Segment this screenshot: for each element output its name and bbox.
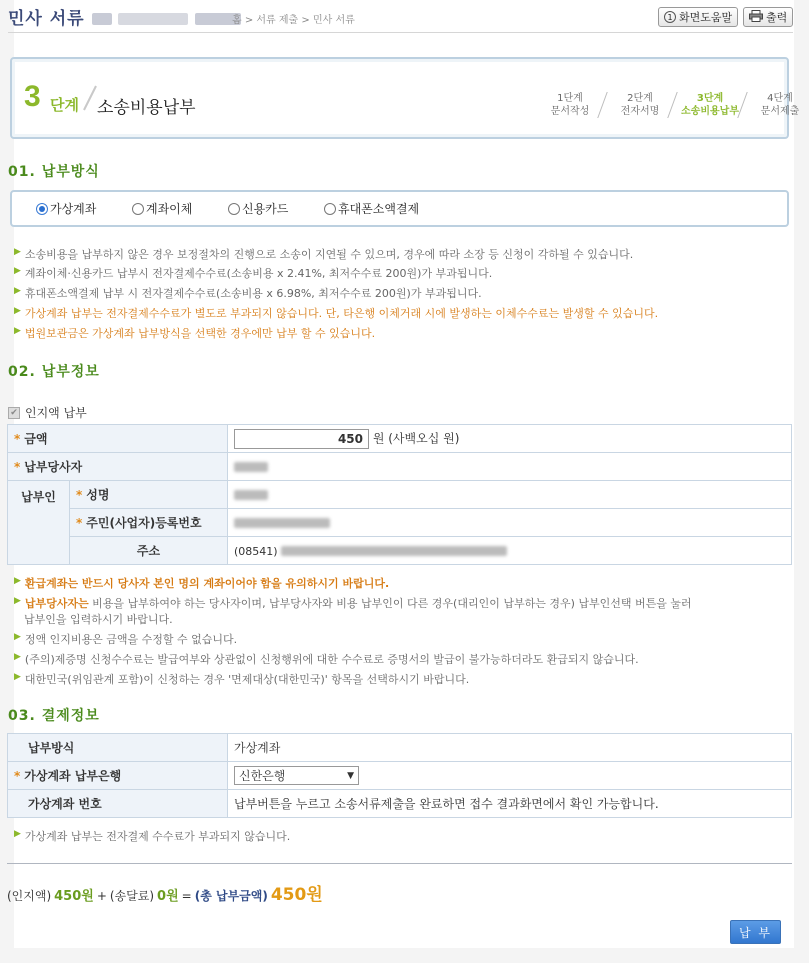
step-item-number: 1단계 <box>557 93 583 104</box>
section-number: 02. <box>8 364 36 380</box>
note-item <box>14 575 389 591</box>
id-label-cell <box>70 509 228 537</box>
arrow-icon: ▶ <box>14 266 21 276</box>
arrow-icon: ▶ <box>14 829 21 839</box>
name-value-cell <box>228 481 792 509</box>
note-text: 대한민국(위임관계 포함)이 신청하는 경우 '면제대상(대한민국)' 항목을 선택하시기 바랍니다. <box>24 673 470 686</box>
step-item-label: 소송비용납부 <box>681 106 739 117</box>
table-row <box>8 453 792 481</box>
table-row <box>8 425 792 453</box>
arrow-icon: ▶ <box>14 247 21 257</box>
id-value-cell <box>228 509 792 537</box>
address-zip: (08541) <box>234 544 278 558</box>
account-value-cell <box>228 790 792 818</box>
radio-label: 가상계좌 <box>50 202 97 216</box>
note-text: 가상계좌 납부는 전자결제 수수료가 부과되지 않습니다. <box>24 830 291 843</box>
note-item <box>14 671 469 687</box>
summary-divider <box>7 863 792 864</box>
table-row <box>8 537 792 565</box>
method-label: 납부방식 <box>28 741 75 755</box>
redacted-text <box>234 462 268 472</box>
section-payment-method-title <box>8 161 100 181</box>
bank-select-value: 신한은행 <box>239 769 286 783</box>
note-item <box>14 631 237 647</box>
payment-method-radio-group <box>10 190 789 227</box>
party-value-cell <box>228 453 792 481</box>
bank-label: 가상계좌 납부은행 <box>24 769 122 783</box>
section-number: 01. <box>8 164 36 180</box>
section-payment-info-title <box>8 361 100 381</box>
frame-right <box>794 0 809 963</box>
printer-icon <box>749 10 763 25</box>
redacted-text <box>234 518 330 528</box>
breadcrumb: 홈 > 서류 제출 > 민사 서류 <box>232 15 355 26</box>
help-button[interactable] <box>658 7 738 27</box>
stamp-fee-value: 450원 <box>54 889 94 904</box>
radio-mobile-payment[interactable] <box>324 200 419 217</box>
chevron-down-icon: ▼ <box>347 770 354 781</box>
table-row <box>8 790 792 818</box>
step-item-label: 문서제출 <box>760 106 800 117</box>
name-label: 성명 <box>86 488 110 502</box>
radio-unchecked-icon[interactable] <box>228 203 240 215</box>
payment-detail-table <box>7 733 792 818</box>
redacted-text <box>234 490 268 500</box>
note-text: 소송비용을 납부하지 않은 경우 보정절차의 진행으로 소송이 지연될 수 있으며, 경우에 따라 소장 등 신청이 각하될 수 있습니다. <box>24 248 634 261</box>
table-row <box>8 509 792 537</box>
equals-sign: = <box>181 889 192 903</box>
pay-button[interactable]: 납 부 <box>730 920 781 944</box>
radio-label: 휴대폰소액결제 <box>338 202 420 216</box>
table-row <box>8 734 792 762</box>
plus-sign: + <box>96 889 107 903</box>
section-title-text: 납부방식 <box>41 164 100 180</box>
note-text: 휴대폰소액결제 납부 시 전자결제수수료(소송비용 x 6.98%, 최저수수료 200원)가 부과됩니다. <box>24 287 482 300</box>
table-row <box>8 762 792 790</box>
note-text: (주의)제증명 신청수수료는 발급여부와 상관없이 신청행위에 대한 수수료로 증명서의 발급이 불가능하더라도 환급되지 않습니다. <box>24 653 639 666</box>
account-value: 납부버튼을 누르고 소송서류제출을 완료하면 접수 결과화면에서 확인 가능합니다. <box>234 797 659 811</box>
note-item-continued <box>24 611 173 627</box>
method-label-cell <box>8 734 228 762</box>
amount-label: 금액 <box>24 432 48 446</box>
note-text: 환급계좌는 반드시 당사자 본인 명의 계좌이어야 함을 유의하시기 바랍니다. <box>24 577 390 590</box>
note-text: 정액 인지비용은 금액을 수정할 수 없습니다. <box>24 633 238 646</box>
amount-input[interactable]: 450 <box>234 429 369 449</box>
step-item-number: 3단계 <box>696 93 724 104</box>
radio-unchecked-icon[interactable] <box>132 203 144 215</box>
step-unit: 단계 <box>50 96 79 114</box>
note-text: 가상계좌 납부는 전자결제수수료가 별도로 부과되지 않습니다. 단, 타은행 이체거래 시에 발생하는 이체수수료는 발생할 수 있습니다. <box>24 307 659 320</box>
header-divider <box>8 32 793 33</box>
step-name: 소송비용납부 <box>97 98 196 118</box>
required-icon: * <box>76 516 83 530</box>
delivery-fee-value: 0원 <box>157 889 179 904</box>
step-item-2 <box>610 92 670 118</box>
amount-unit: 원 (사백오십 원) <box>372 431 460 445</box>
total-amount-value: 450원 <box>270 885 323 905</box>
radio-label: 신용카드 <box>242 202 289 216</box>
payer-label-cell <box>8 481 70 565</box>
step-item-label: 문서작성 <box>550 106 590 117</box>
note-item <box>14 325 375 341</box>
required-icon: * <box>14 460 21 474</box>
slash-icon <box>82 84 98 112</box>
note-item <box>14 828 290 844</box>
step-item-3 <box>680 92 740 118</box>
name-label-cell <box>70 481 228 509</box>
step-progress <box>540 92 809 118</box>
bank-select[interactable] <box>234 766 359 785</box>
note-item <box>14 265 492 281</box>
arrow-icon: ▶ <box>14 672 21 682</box>
method-value-cell <box>228 734 792 762</box>
radio-unchecked-icon[interactable] <box>324 203 336 215</box>
id-label: 주민(사업자)등록번호 <box>86 516 202 530</box>
redacted-block <box>92 13 112 25</box>
total-summary <box>7 880 323 905</box>
section-payment-detail-title <box>8 705 100 725</box>
step-item-label: 전자서명 <box>620 106 660 117</box>
arrow-icon: ▶ <box>14 286 21 296</box>
radio-label: 계좌이체 <box>146 202 193 216</box>
address-label-cell <box>70 537 228 565</box>
required-icon: * <box>76 488 83 502</box>
arrow-icon: ▶ <box>14 326 21 336</box>
arrow-icon: ▶ <box>14 652 21 662</box>
radio-account-transfer[interactable] <box>132 200 228 217</box>
required-icon: * <box>14 769 21 783</box>
print-button-label: 출력 <box>766 11 788 24</box>
note-item <box>14 595 692 611</box>
total-amount-label: (총 납부금액) <box>194 889 268 903</box>
address-label: 주소 <box>136 544 161 558</box>
checkbox-label: 인지액 납부 <box>25 406 87 420</box>
page-title <box>8 4 241 29</box>
party-label-cell <box>8 453 228 481</box>
required-icon: * <box>14 432 21 446</box>
redacted-text <box>281 546 507 556</box>
method-value: 가상계좌 <box>234 741 281 755</box>
note-text: 납부인을 입력하시기 바랍니다. <box>24 613 173 626</box>
stamp-fee-label: (인지액) <box>7 889 52 903</box>
help-button-label: 화면도움말 <box>679 11 733 24</box>
table-row <box>8 481 792 509</box>
step-number: 3 <box>24 80 41 113</box>
payment-info-table <box>7 424 792 565</box>
arrow-icon: ▶ <box>14 306 21 316</box>
arrow-icon: ▶ <box>14 632 21 642</box>
step-item-1 <box>540 92 600 118</box>
arrow-icon: ▶ <box>14 576 21 586</box>
amount-label-cell <box>8 425 228 453</box>
stamp-fee-checkbox[interactable] <box>8 404 87 421</box>
radio-virtual-account[interactable] <box>36 200 132 217</box>
page-title-text: 민사 서류 <box>8 9 85 29</box>
note-text: 법원보관금은 가상계좌 납부방식을 선택한 경우에만 납부 할 수 있습니다. <box>24 327 376 340</box>
note-item <box>14 285 482 301</box>
note-text: 계좌이체·신용카드 납부시 전자결제수수료(소송비용 x 2.41%, 최저수수료 200원)가 부과됩니다. <box>24 267 493 280</box>
payer-label: 납부인 <box>21 490 56 504</box>
radio-checked-icon[interactable] <box>36 203 48 215</box>
address-value-cell <box>228 537 792 565</box>
note-item <box>14 651 639 667</box>
section-number: 03. <box>8 708 36 724</box>
radio-credit-card[interactable] <box>228 200 324 217</box>
step-item-number: 2단계 <box>627 93 653 104</box>
arrow-icon: ▶ <box>14 596 21 606</box>
amount-value-cell <box>228 425 792 453</box>
redacted-block <box>118 13 188 25</box>
print-button[interactable] <box>743 7 793 27</box>
section-title-text: 결제정보 <box>41 708 100 724</box>
note-text: 납부당사자는 비용을 납부하여야 하는 당사자이며, 납부당사자와 비용 납부인이 다른 경우(대리인이 납부하는 경우) 납부인선택 버튼을 눌러 <box>24 597 692 610</box>
checkbox-checked-icon[interactable]: ✔ <box>8 407 20 419</box>
help-icon: 1 <box>664 11 676 23</box>
frame-bottom <box>0 948 809 963</box>
bank-value-cell <box>228 762 792 790</box>
bank-label-cell <box>8 762 228 790</box>
step-item-number: 4단계 <box>767 93 793 104</box>
note-item <box>14 305 658 321</box>
note-item <box>14 246 633 262</box>
party-label: 납부당사자 <box>24 460 83 474</box>
account-label-cell <box>8 790 228 818</box>
account-label: 가상계좌 번호 <box>28 797 102 811</box>
section-title-text: 납부정보 <box>41 364 100 380</box>
delivery-fee-label: (송달료) <box>109 889 155 903</box>
step-item-4 <box>750 92 809 118</box>
note-highlight: 납부당사자는 <box>24 597 89 610</box>
